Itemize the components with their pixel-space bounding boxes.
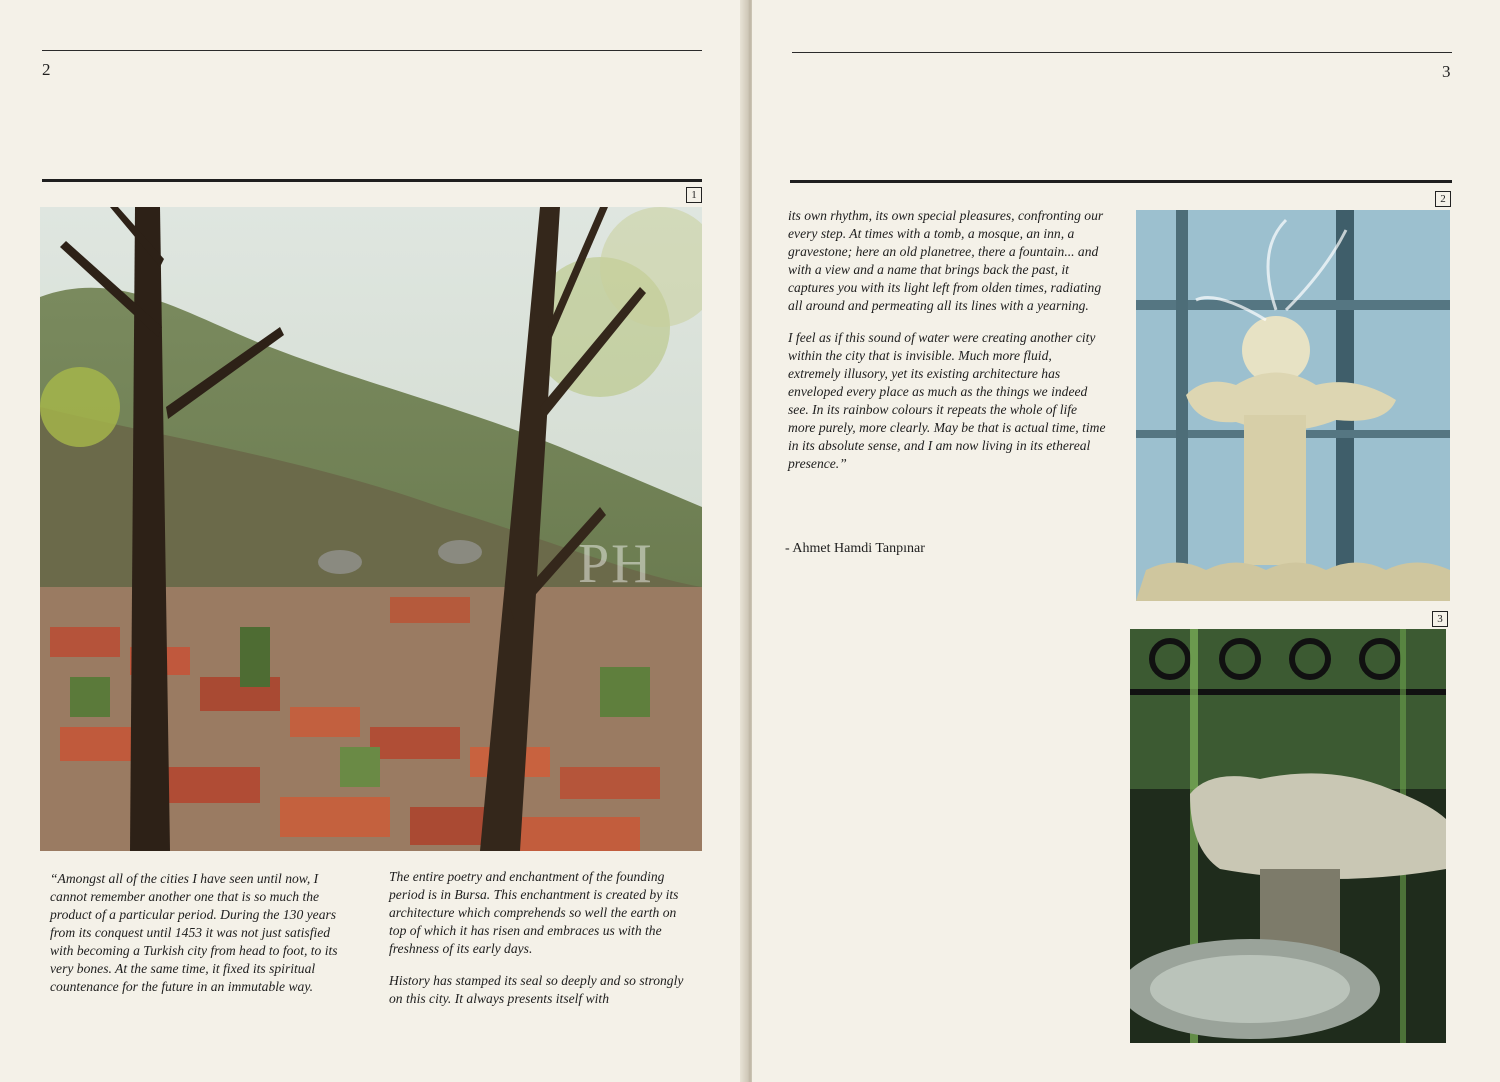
page-number: 3	[1442, 62, 1451, 81]
continuation-paragraph-2: I feel as if this sound of water were creating another city within the city that is invisible. Much more fluid, extremely illusory, yet its existing architecture has enveloped every place as much as the things we indeed see. In its rainbow colours it repeats the whole of life more purely, more clearly. May be that is actual time, time in its absolute sense, and I am now living in its ethereal presence.”	[788, 330, 1106, 471]
left-page	[0, 0, 748, 1082]
figure-2-label: 2	[1435, 191, 1451, 207]
author-signature: - Ahmet Hamdi Tanpınar	[785, 541, 925, 556]
watermark-text: PH	[578, 533, 654, 595]
page-number: 2	[42, 60, 51, 79]
quote-column-2	[389, 868, 694, 1022]
top-rule	[792, 52, 1452, 53]
fountain-basin-photo	[1130, 629, 1446, 1043]
hillside-town-photo	[40, 207, 702, 851]
continuation-paragraph-1: its own rhythm, its own special pleasures, confronting our every step. At times with a tomb, a mosque, an inn, a gravestone; here an old planetree, there a fountain... and with a view and a name that brings back the past, it captures you with its light left from olden times, radiating all around and permeating all its lines with a yearning.	[788, 208, 1104, 313]
figure-label: 1	[686, 187, 702, 203]
figure-3-label: 3	[1432, 611, 1448, 627]
column2-paragraph-2: History has stamped its seal so deeply and so strongly on this city. It always presents itself with	[389, 973, 684, 1006]
section-rule	[790, 180, 1452, 183]
fountain-photo	[1136, 210, 1450, 601]
right-page	[752, 0, 1500, 1082]
top-rule	[42, 50, 702, 51]
column2-paragraph-1: The entire poetry and enchantment of the founding period is in Bursa. This enchantment is created by its architecture which comprehends so well the earth on top of which it has risen and embraces us with the freshness of its early days.	[389, 869, 679, 956]
quote-paragraph: “Amongst all of the cities I have seen until now, I cannot remember another one that is so much the product of a particular period. During the 130 years from its conquest until 1453 it was not just satisfied with becoming a Turkish city from head to foot, to its very bones. At the same time, it fixed its spiritual countenance for the future in an immutable way.	[50, 871, 338, 994]
quote-column-1	[50, 870, 355, 1010]
quote-continuation-column	[788, 207, 1106, 487]
section-rule	[42, 179, 702, 182]
